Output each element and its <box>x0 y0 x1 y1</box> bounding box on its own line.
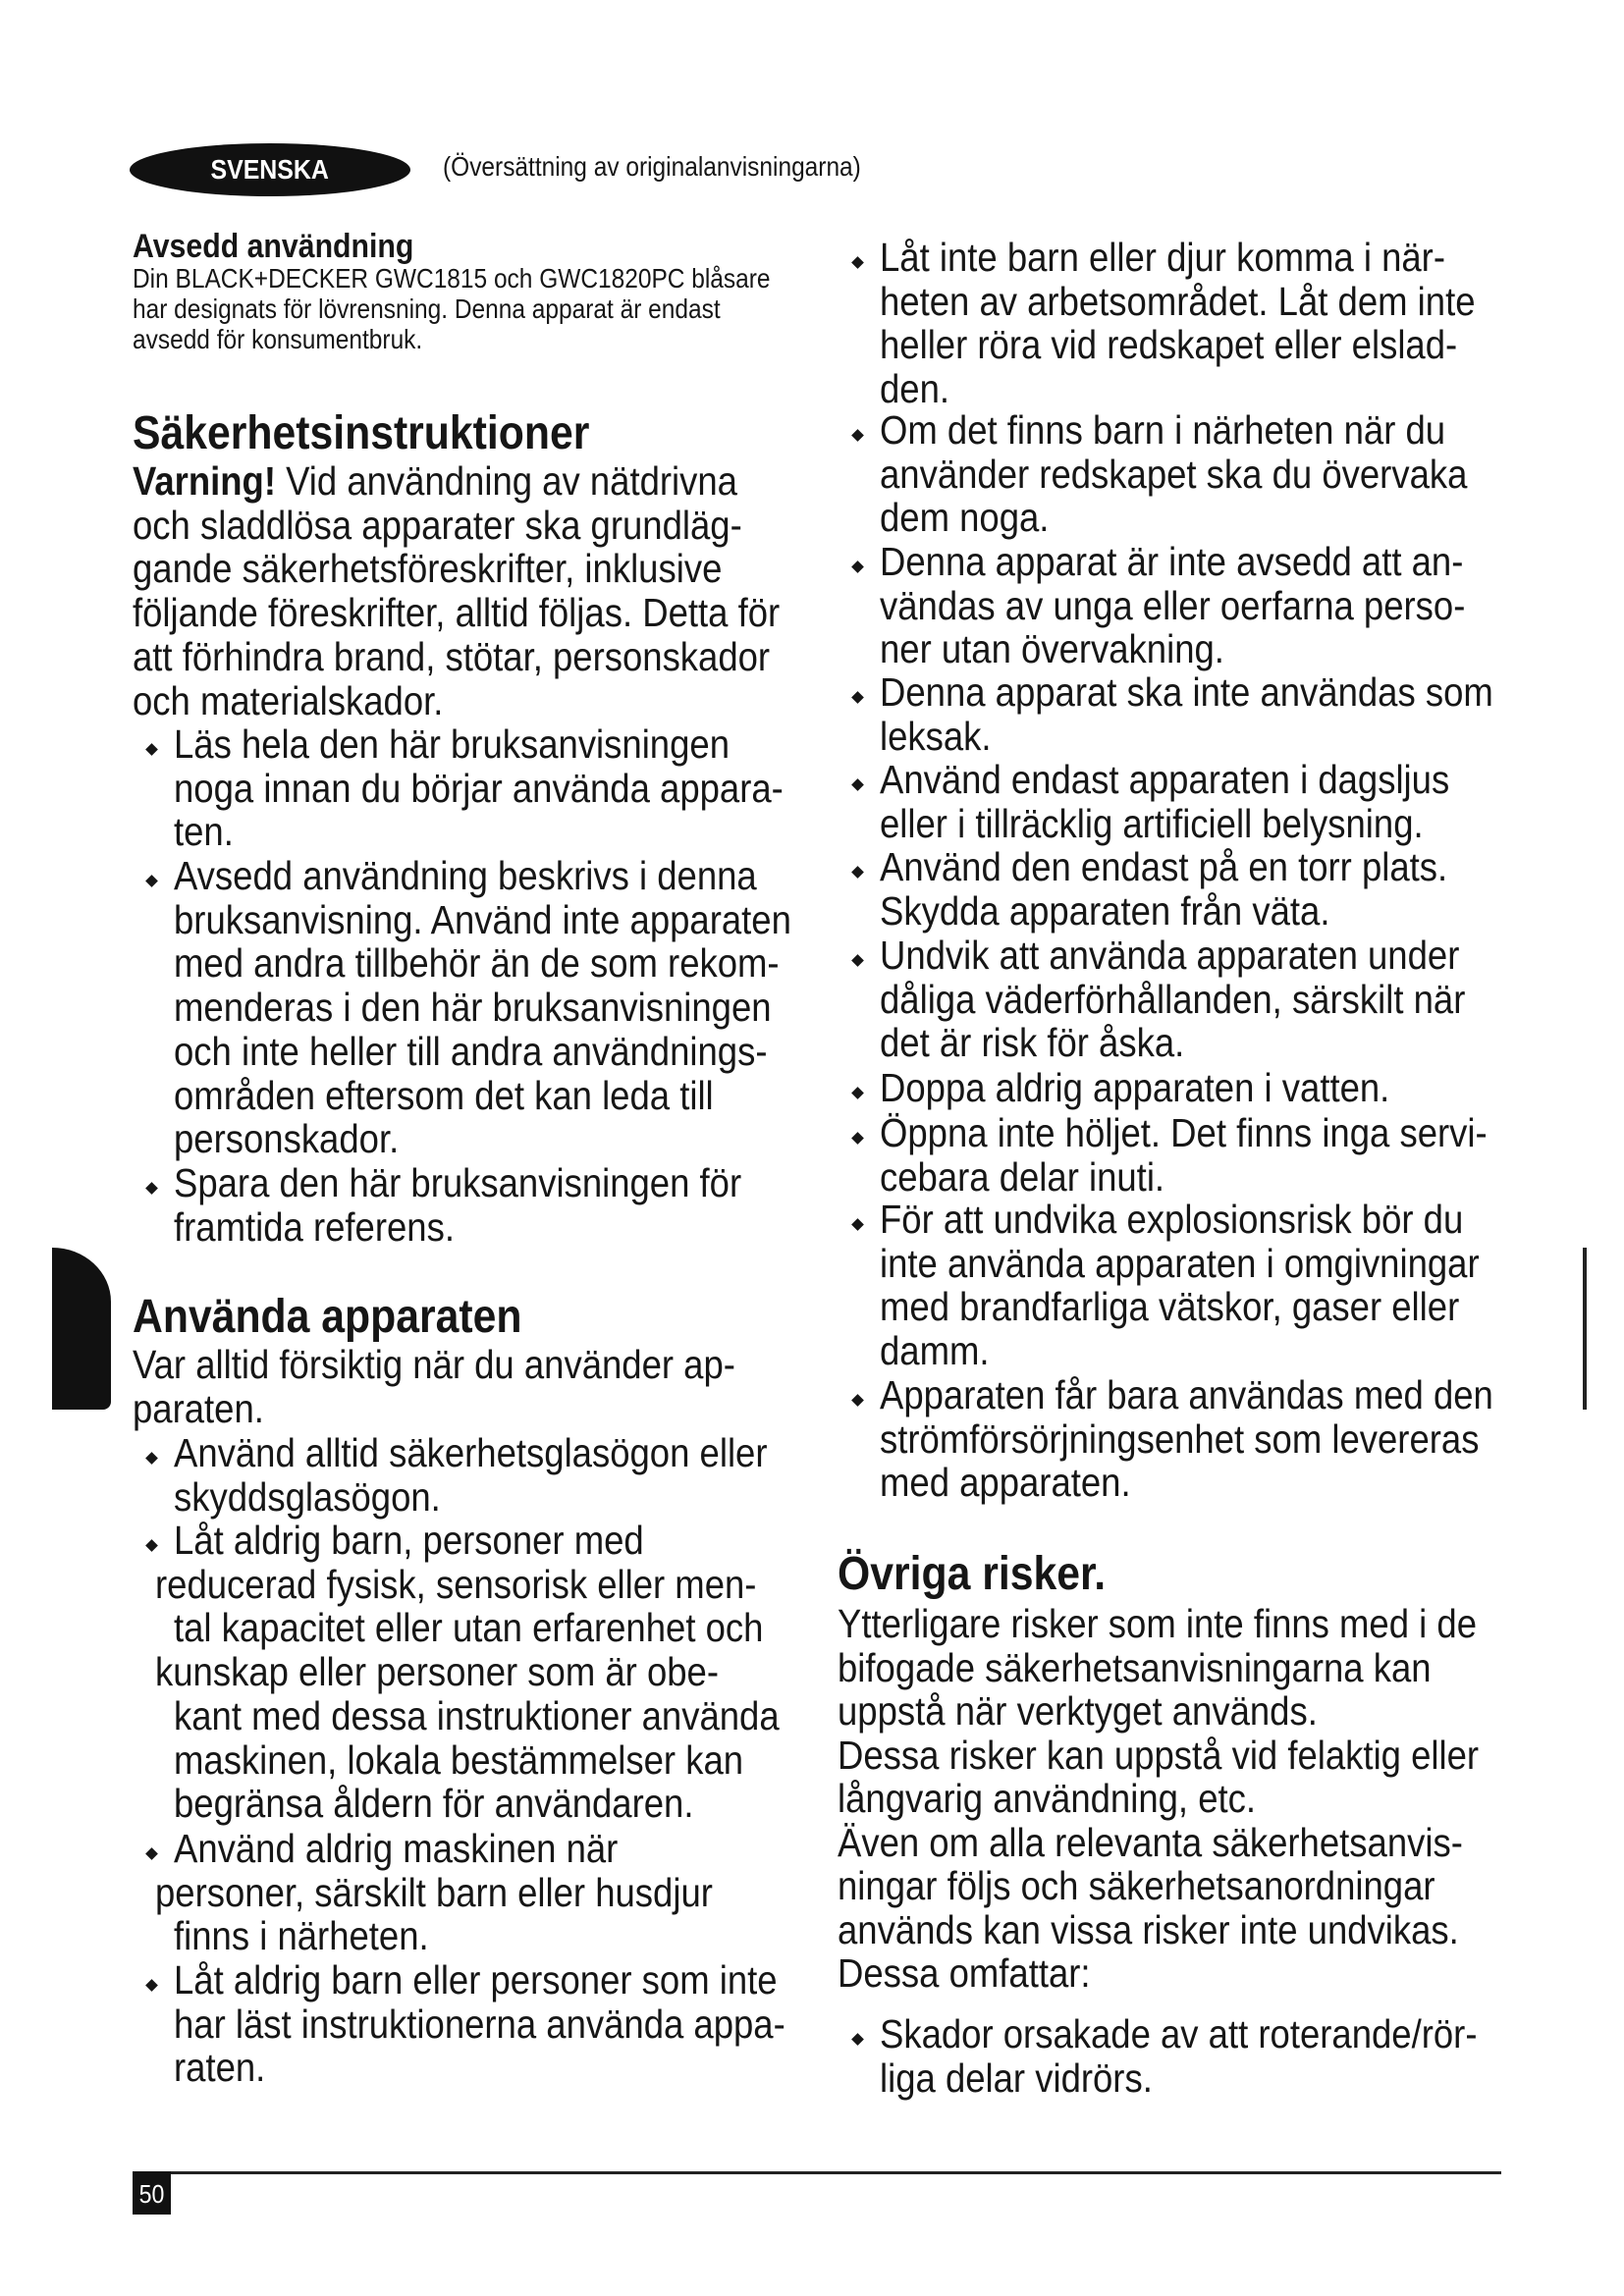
diamond-bullet-icon <box>851 1394 864 1407</box>
using-intro-paragraph <box>133 1343 810 1430</box>
diamond-bullet-icon <box>851 691 864 704</box>
text-line: Låt inte barn eller djur komma i när- <box>880 235 1445 280</box>
diamond-bullet-icon <box>145 1452 158 1465</box>
bullet-text <box>880 408 1540 540</box>
section-heading: Avsedd användning <box>133 228 414 265</box>
diamond-bullet-icon <box>851 429 864 442</box>
text-line: dem noga. <box>880 495 1050 540</box>
text-line: den. <box>880 365 950 411</box>
text-line: avsedd för konsumentbruk. <box>133 324 423 354</box>
text-line: Om det finns barn i närheten när du <box>880 407 1446 453</box>
diamond-bullet-icon <box>851 2033 864 2046</box>
section-heading: Säkerhetsinstruktioner <box>133 407 590 459</box>
bullet-text <box>155 1826 782 1959</box>
text-line: vändas av unga eller oerfarna perso- <box>880 582 1466 628</box>
bullet-item <box>839 1198 1553 1372</box>
text-line: områden eftersom det kan leda till <box>174 1072 714 1118</box>
text-line: paraten. <box>133 1385 264 1431</box>
diamond-bullet-icon <box>851 954 864 967</box>
bullet-text <box>880 1373 1569 1505</box>
thumb-index-tab <box>52 1248 111 1410</box>
diamond-bullet-icon <box>145 875 158 887</box>
text-line: För att undvika explosionsrisk bör du <box>880 1197 1464 1242</box>
text-line: och inte heller till andra användnings- <box>174 1028 768 1074</box>
text-line: personer, särskilt barn eller husdjur <box>155 1869 713 1915</box>
text-line: med brandfarliga vätskor, gaser eller <box>880 1284 1460 1329</box>
text-line: Skydda apparaten från väta. <box>880 887 1330 934</box>
bullet-item <box>839 540 1538 671</box>
bullet-text <box>174 854 868 1161</box>
bullet-text <box>174 1958 861 2090</box>
diamond-bullet-icon <box>851 1132 864 1145</box>
text-line: har läst instruktionerna använda appa- <box>174 2001 785 2047</box>
other-risks-paragraph <box>838 1602 1558 1996</box>
text-line: heller röra vid redskapet eller elslad- <box>880 322 1458 367</box>
text-line: liga delar vidrörs. <box>880 2055 1153 2101</box>
text-line: personskador. <box>174 1116 400 1162</box>
bullet-text <box>880 1066 1453 1110</box>
diamond-bullet-icon <box>145 1182 158 1195</box>
text-line: dåliga väderförhållanden, särskilt när <box>880 976 1466 1022</box>
text-line: har designats för lövrensning. Denna apparat är endast <box>133 294 721 324</box>
bullet-text <box>174 1431 840 1519</box>
text-line: Dessa omfattar: <box>838 1950 1091 1996</box>
text-line: och sladdlösa apparater ska grundläg- <box>133 502 742 548</box>
warning-text: Vid användning av nätdrivna <box>275 458 737 504</box>
text-line: ningar följs och säkerhetsanordningar <box>838 1863 1435 1908</box>
text-line: Apparaten får bara användas med den <box>880 1372 1493 1417</box>
text-line: ten. <box>174 809 234 855</box>
using-heading <box>133 1293 569 1342</box>
text-line: med andra tillbehör än de som rekom- <box>174 940 780 987</box>
text-line: Använd den endast på en torr plats. <box>880 844 1448 889</box>
text-line: reducerad fysisk, sensorisk eller men- <box>155 1561 757 1607</box>
bullet-text <box>174 1161 812 1249</box>
page-number-badge <box>133 2171 171 2215</box>
text-line: kunskap eller personer som är obe- <box>155 1649 719 1695</box>
bullet-item <box>133 854 868 1161</box>
bullet-text <box>880 540 1538 671</box>
bullet-text <box>880 758 1520 845</box>
text-line: gande säkerhetsföreskrifter, inklusive <box>133 546 723 592</box>
text-line: använder redskapet ska du övervaka <box>880 451 1468 497</box>
text-line: menderas i den här bruksanvisningen <box>174 985 772 1031</box>
text-line: Denna apparat ska inte användas som <box>880 669 1493 715</box>
text-line: Använd endast apparaten i dagsljus <box>880 757 1450 802</box>
bullet-item <box>133 722 859 854</box>
diamond-bullet-icon <box>851 866 864 879</box>
bullet-item <box>839 1111 1562 1199</box>
text-line: att förhindra brand, stötar, personskador <box>133 633 771 679</box>
footer-rule <box>133 2171 1501 2174</box>
other-risks-heading <box>838 1550 1139 1599</box>
diamond-bullet-icon <box>851 1087 864 1099</box>
bullet-item <box>839 1066 1453 1110</box>
text-line: cebara delar inuti. <box>880 1153 1165 1200</box>
text-line: begränsa åldern för användaren. <box>174 1781 694 1827</box>
text-line: Även om alla relevanta säkerhetsanvis- <box>838 1819 1463 1865</box>
text-line: Din BLACK+DECKER GWC1815 och GWC1820PC blåsare <box>133 263 771 294</box>
text-line: bifogade säkerhetsanvisningarna kan <box>838 1644 1432 1690</box>
bullet-text <box>880 934 1538 1065</box>
text-line: Doppa aldrig apparaten i vatten. <box>880 1065 1390 1110</box>
safety-heading <box>133 409 646 458</box>
diamond-bullet-icon <box>851 256 864 269</box>
diamond-bullet-icon <box>145 743 158 756</box>
translation-note <box>443 151 912 183</box>
intended-use-heading <box>133 230 449 263</box>
text-line: Undvik att använda apparaten under <box>880 933 1460 978</box>
text-line: och materialskador. <box>133 677 444 723</box>
page-number: 50 <box>138 2179 165 2209</box>
diamond-bullet-icon <box>851 1218 864 1231</box>
text-line: heten av arbetsområdet. Låt dem inte <box>880 278 1476 324</box>
text-line: tal kapacitet eller utan erfarenhet och <box>174 1605 764 1651</box>
text-line: används kan vissa risker inte undvikas. <box>838 1906 1459 1952</box>
diamond-bullet-icon <box>851 561 864 573</box>
text-line: bruksanvisning. Använd inte apparaten <box>174 896 791 942</box>
text-line: framtida referens. <box>174 1203 455 1250</box>
diamond-bullet-icon <box>851 778 864 791</box>
bullet-item <box>133 1161 812 1249</box>
text-line: raten. <box>174 2045 266 2091</box>
diamond-bullet-icon <box>145 1979 158 1992</box>
text-line: följande föreskrifter, alltid följas. Detta för <box>133 590 781 636</box>
diamond-bullet-icon <box>145 1539 158 1552</box>
text-line: damm. <box>880 1327 990 1373</box>
text-line: leksak. <box>880 713 992 759</box>
bullet-text <box>880 1111 1562 1199</box>
text-line: skyddsglasögon. <box>174 1473 441 1520</box>
bullet-text <box>880 236 1548 410</box>
text-line: Var alltid försiktig när du använder ap- <box>133 1342 735 1387</box>
text-line: inte använda apparaten i omgivningar <box>880 1240 1480 1286</box>
text-line: med apparaten. <box>880 1460 1131 1505</box>
text-line: Låt aldrig barn, personer med <box>174 1518 644 1563</box>
section-heading: Använda apparaten <box>133 1291 522 1343</box>
bullet-text <box>880 2012 1551 2100</box>
bullet-item <box>839 236 1548 410</box>
bullet-item <box>133 1431 840 1519</box>
text-line: kant med dessa instruktioner använda <box>174 1692 780 1738</box>
bullet-item <box>839 758 1520 845</box>
margin-line <box>1583 1248 1587 1410</box>
text-line: Använd aldrig maskinen när <box>174 1826 619 1871</box>
warning-line <box>133 459 780 504</box>
section-heading: Övriga risker. <box>838 1548 1107 1600</box>
text-line: uppstå när verktyget används. <box>838 1688 1318 1734</box>
bullet-item <box>839 1373 1569 1505</box>
bullet-item <box>133 1827 782 1958</box>
text-line: Skador orsakade av att roterande/rör- <box>880 2011 1478 2056</box>
language-tab <box>130 143 410 196</box>
text-line: Öppna inte höljet. Det finns inga servi- <box>880 1110 1488 1155</box>
text-line: finns i närheten. <box>174 1913 429 1959</box>
bullet-item <box>839 934 1538 1065</box>
bullet-item <box>839 2012 1551 2100</box>
bullet-text <box>174 722 859 854</box>
warning-label: Varning! <box>133 458 276 504</box>
text-line: strömförsörjningsenhet som levereras <box>880 1415 1480 1462</box>
text-line: maskinen, lokala bestämmelser kan <box>174 1736 744 1783</box>
text-line: ner utan övervakning. <box>880 626 1224 671</box>
language-tab-label: SVENSKA <box>210 154 330 185</box>
text-line: eller i tillräcklig artificiell belysning. <box>880 800 1424 846</box>
text-line: Läs hela den här bruksanvisningen <box>174 721 730 767</box>
bullet-text <box>880 1198 1553 1372</box>
bullet-item <box>839 408 1540 540</box>
intended-use-paragraph <box>133 263 849 354</box>
bullet-text <box>880 670 1569 758</box>
text-line: noga innan du börjar använda appara- <box>174 765 784 811</box>
text-line: Spara den här bruksanvisningen för <box>174 1160 742 1205</box>
text-line: Denna apparat är inte avsedd att an- <box>880 539 1464 584</box>
bullet-item <box>839 845 1518 933</box>
text-line: Avsedd användning beskrivs i denna <box>174 853 757 898</box>
diamond-bullet-icon <box>145 1847 158 1860</box>
text-line: långvarig användning, etc. <box>838 1776 1257 1821</box>
text-line: Använd alltid säkerhetsglasögon eller <box>174 1430 768 1475</box>
bullet-text <box>155 1518 854 1827</box>
translation-note-text: (Översättning av originalanvisningarna) <box>443 151 861 182</box>
bullet-item <box>133 1958 861 2090</box>
bullet-item <box>839 670 1569 758</box>
text-line: Ytterligare risker som inte finns med i de <box>838 1601 1478 1646</box>
bullet-item <box>133 1519 854 1826</box>
bullet-text <box>880 845 1518 933</box>
warning-paragraph <box>133 459 860 722</box>
text-line: Dessa risker kan uppstå vid felaktig eller <box>838 1732 1480 1778</box>
text-line: det är risk för åska. <box>880 1020 1185 1065</box>
text-line: Låt aldrig barn eller personer som inte <box>174 1957 778 2002</box>
